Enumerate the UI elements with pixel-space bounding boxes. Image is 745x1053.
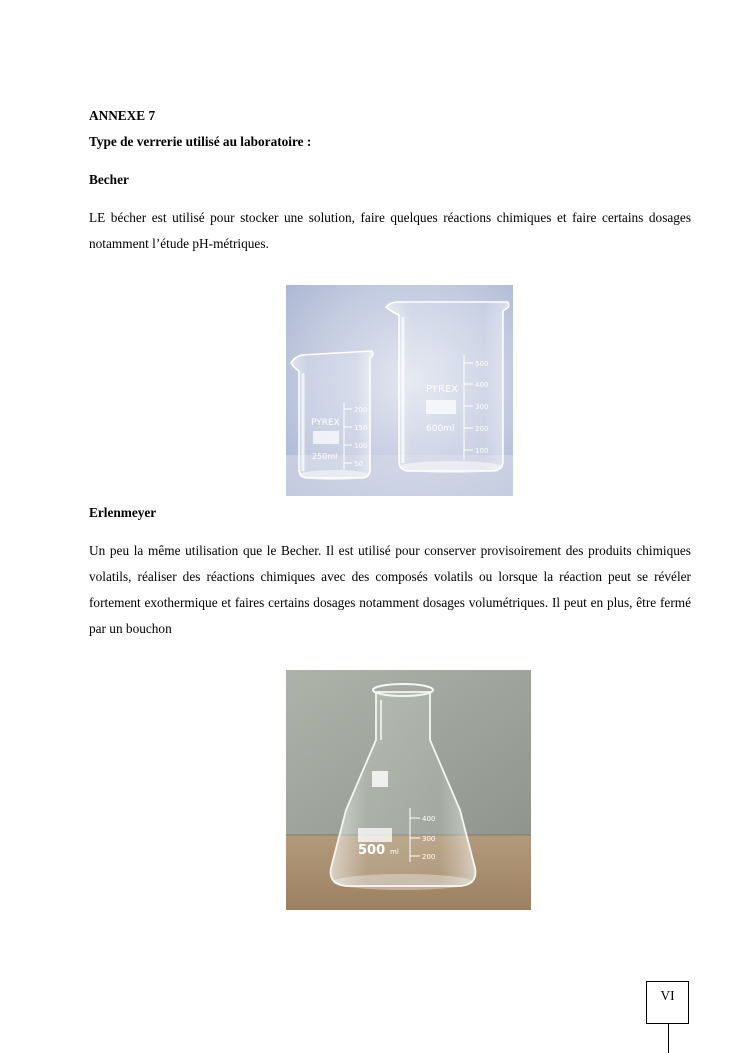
large-beaker-tick-label: 200 — [475, 425, 489, 433]
small-beaker-brand-label: PYREX — [311, 418, 340, 428]
small-beaker-tick-label: 150 — [354, 424, 368, 432]
becher-heading: Becher — [89, 172, 129, 187]
large-beaker-tick-label: 300 — [475, 403, 489, 411]
section-title: Type de verrerie utilisé au laboratoire : — [89, 134, 312, 149]
flask-volume-label: 500 — [358, 843, 386, 858]
flask-tick-label: 200 — [422, 853, 436, 861]
large-beaker-brand-label: PYREX — [426, 384, 459, 395]
page-number: VI — [646, 981, 689, 1024]
flask-tick-label: 400 — [422, 815, 436, 823]
large-beaker-volume-label: 600ml — [426, 424, 455, 434]
small-beaker-tick-label: 200 — [354, 406, 368, 414]
small-beaker-volume-label: 250ml — [312, 452, 338, 461]
large-beaker-tick-label: 400 — [475, 381, 489, 389]
erlenmeyer-description: Un peu la même utilisation que le Becher. Il est utilisé pour conserver provisoirement des produits chimiques volatils, réaliser des réactions chimiques avec des composés volatils ou lorsque la réaction peut se révéler fortement exothermique et faires certains dosages notamment dosages volumétriques. Il peut en plus, être fermé par un bouchon — [89, 543, 691, 636]
large-beaker — [386, 302, 509, 473]
erlenmeyer-heading: Erlenmeyer — [89, 505, 157, 520]
becher-description: LE bécher est utilisé pour stocker une solution, faire quelques réactions chimiques et faire certains dosages notamment l’étude pH-métriques. — [89, 210, 691, 251]
flask-tick-label: 300 — [422, 835, 436, 843]
small-beaker — [291, 351, 373, 480]
small-beaker-tick-label: 100 — [354, 442, 368, 450]
page-number-line — [668, 1024, 669, 1053]
small-beaker-tick-label: 50 — [354, 460, 363, 468]
large-beaker-tick-label: 100 — [475, 447, 489, 455]
beaker-photo — [286, 285, 513, 496]
erlenmeyer-photo — [286, 670, 531, 910]
large-beaker-tick-label: 500 — [475, 360, 489, 368]
flask-unit-label: ml — [390, 848, 399, 856]
annex-label: ANNEXE 7 — [89, 108, 156, 123]
